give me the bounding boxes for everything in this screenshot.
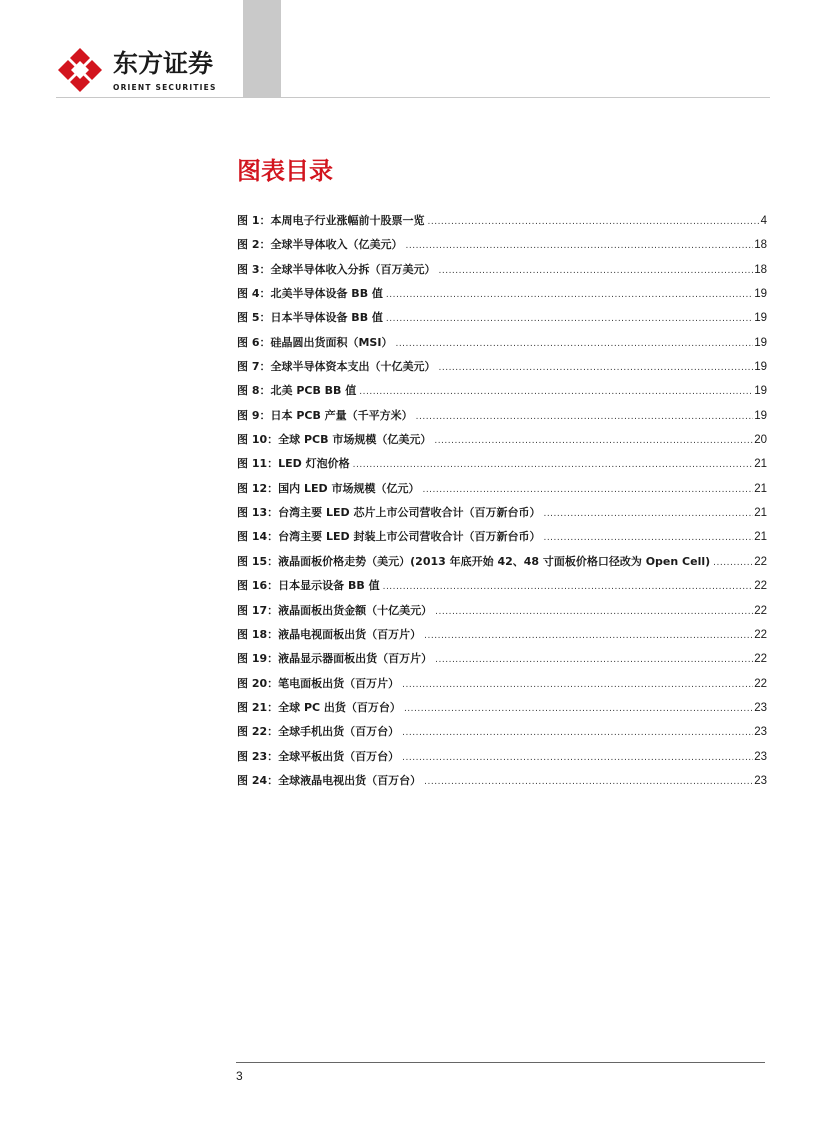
toc-entry-label: 图 20：笔电面板出货（百万片）	[237, 676, 400, 690]
toc-entry[interactable]	[237, 623, 767, 647]
toc-dot-leader	[435, 648, 753, 672]
toc-list	[237, 209, 767, 793]
toc-entry[interactable]	[237, 720, 767, 744]
toc-entry-label: 图 19：液晶显示器面板出货（百万片）	[237, 652, 433, 666]
toc-entry[interactable]	[237, 501, 767, 525]
toc-entry[interactable]	[237, 233, 767, 257]
toc-dot-leader	[383, 575, 754, 599]
toc-dot-leader	[386, 307, 753, 331]
toc-entry-label: 图 8：北美 PCB BB 值	[237, 384, 357, 398]
toc-entry-page: 21	[754, 507, 767, 520]
toc-dot-leader	[543, 526, 753, 550]
toc-entry-page: 22	[754, 653, 767, 666]
toc-entry-page: 23	[754, 774, 767, 787]
orient-logo-icon	[56, 46, 104, 94]
toc-entry[interactable]	[237, 647, 767, 671]
toc-dot-leader	[416, 405, 754, 429]
toc-entry-page: 22	[754, 628, 767, 641]
toc-entry-label: 图 4：北美半导体设备 BB 值	[237, 287, 383, 301]
toc-entry-label: 图 13：台湾主要 LED 芯片上市公司营收合计（百万新台币）	[237, 506, 541, 520]
company-logo	[56, 46, 228, 96]
toc-entry-label: 图 21：全球 PC 出货（百万台）	[237, 700, 401, 714]
toc-entry[interactable]	[237, 258, 767, 282]
toc-entry-page: 22	[754, 604, 767, 617]
logo-text-cn: 东方证券	[113, 49, 214, 78]
toc-entry-page: 23	[754, 726, 767, 739]
toc-dot-leader	[404, 697, 753, 721]
toc-dot-leader	[438, 356, 753, 380]
toc-entry[interactable]	[237, 404, 767, 428]
toc-dot-leader	[353, 453, 754, 477]
toc-entry-page: 19	[754, 336, 767, 349]
toc-dot-leader	[435, 600, 753, 624]
toc-entry[interactable]	[237, 696, 767, 720]
toc-dot-leader	[359, 380, 753, 404]
toc-entry-page: 22	[754, 677, 767, 690]
toc-entry[interactable]	[237, 574, 767, 598]
toc-entry[interactable]	[237, 477, 767, 501]
toc-entry-page: 22	[754, 555, 767, 568]
toc-entry-label: 图 23：全球平板出货（百万台）	[237, 749, 400, 763]
toc-entry-label: 图 2：全球半导体收入（亿美元）	[237, 238, 403, 252]
toc-entry-page: 23	[754, 701, 767, 714]
toc-dot-leader	[402, 746, 753, 770]
toc-entry-label: 图 14：台湾主要 LED 封装上市公司营收合计（百万新台币）	[237, 530, 541, 544]
toc-entry-page: 19	[754, 385, 767, 398]
toc-entry[interactable]	[237, 745, 767, 769]
toc-entry-label: 图 1：本周电子行业涨幅前十股票一览	[237, 214, 425, 227]
toc-entry-label: 图 11：LED 灯泡价格	[237, 457, 350, 471]
toc-entry-label: 图 3：全球半导体收入分拆（百万美元）	[237, 262, 436, 276]
toc-entry-page: 22	[754, 580, 767, 593]
toc-entry[interactable]	[237, 379, 767, 403]
toc-entry-label: 图 12：国内 LED 市场规模（亿元）	[237, 481, 420, 495]
toc-entry[interactable]	[237, 599, 767, 623]
toc-entry-page: 19	[754, 361, 767, 374]
toc-entry-page: 21	[754, 482, 767, 495]
toc-entry[interactable]	[237, 282, 767, 306]
header-decor-stripe	[243, 0, 281, 97]
toc-entry[interactable]	[237, 331, 767, 355]
page-number: 3	[236, 1069, 243, 1083]
logo-text-en: ORIENT SECURITIES	[113, 83, 217, 92]
toc-dot-leader	[543, 502, 753, 526]
toc-entry-page: 4	[760, 215, 767, 227]
toc-dot-leader	[405, 234, 753, 258]
toc-entry-label: 图 22：全球手机出货（百万台）	[237, 725, 400, 739]
toc-entry[interactable]	[237, 209, 767, 233]
header-divider	[56, 97, 770, 98]
toc-dot-leader	[434, 429, 753, 453]
footer-divider	[236, 1062, 765, 1063]
toc-dot-leader	[422, 478, 753, 502]
toc-dot-leader	[395, 332, 753, 356]
toc-entry-label: 图 6：硅晶圆出货面积（MSI）	[237, 335, 393, 349]
toc-entry-page: 23	[754, 750, 767, 763]
toc-entry-page: 19	[754, 409, 767, 422]
toc-entry[interactable]	[237, 306, 767, 330]
toc-entry-page: 19	[754, 312, 767, 325]
toc-entry[interactable]	[237, 428, 767, 452]
toc-entry[interactable]	[237, 452, 767, 476]
toc-dot-leader	[424, 770, 753, 794]
toc-entry-label: 图 16：日本显示设备 BB 值	[237, 579, 380, 593]
toc-dot-leader	[386, 283, 753, 307]
toc-entry[interactable]	[237, 550, 767, 574]
toc-entry-label: 图 7：全球半导体资本支出（十亿美元）	[237, 360, 436, 374]
toc-entry-page: 21	[754, 458, 767, 471]
toc-dot-leader	[438, 259, 753, 283]
toc-entry-label: 图 5：日本半导体设备 BB 值	[237, 311, 383, 325]
toc-entry-label: 图 15：液晶面板价格走势（美元）(2013 年底开始 42、48 寸面板价格口径改为 Open Cell)	[237, 554, 711, 568]
toc-dot-leader	[424, 624, 753, 648]
toc-dot-leader	[427, 210, 759, 234]
toc-dot-leader	[402, 721, 753, 745]
toc-entry[interactable]	[237, 525, 767, 549]
toc-entry-label: 图 10：全球 PCB 市场规模（亿美元）	[237, 433, 432, 447]
toc-entry-page: 19	[754, 288, 767, 301]
toc-entry-label: 图 24：全球液晶电视出货（百万台）	[237, 773, 422, 787]
toc-entry-label: 图 17：液晶面板出货金额（十亿美元）	[237, 603, 433, 617]
toc-entry[interactable]	[237, 355, 767, 379]
toc-dot-leader	[713, 551, 753, 575]
toc-entry[interactable]	[237, 672, 767, 696]
toc-entry-page: 20	[754, 434, 767, 447]
toc-entry-page: 18	[754, 239, 767, 252]
toc-entry-label: 图 18：液晶电视面板出货（百万片）	[237, 627, 422, 641]
toc-entry-label: 图 9：日本 PCB 产量（千平方米）	[237, 408, 413, 422]
toc-entry-page: 18	[754, 263, 767, 276]
toc-entry[interactable]	[237, 769, 767, 793]
toc-entry-page: 21	[754, 531, 767, 544]
toc-dot-leader	[402, 673, 753, 697]
toc-title: 图表目录	[237, 157, 333, 185]
